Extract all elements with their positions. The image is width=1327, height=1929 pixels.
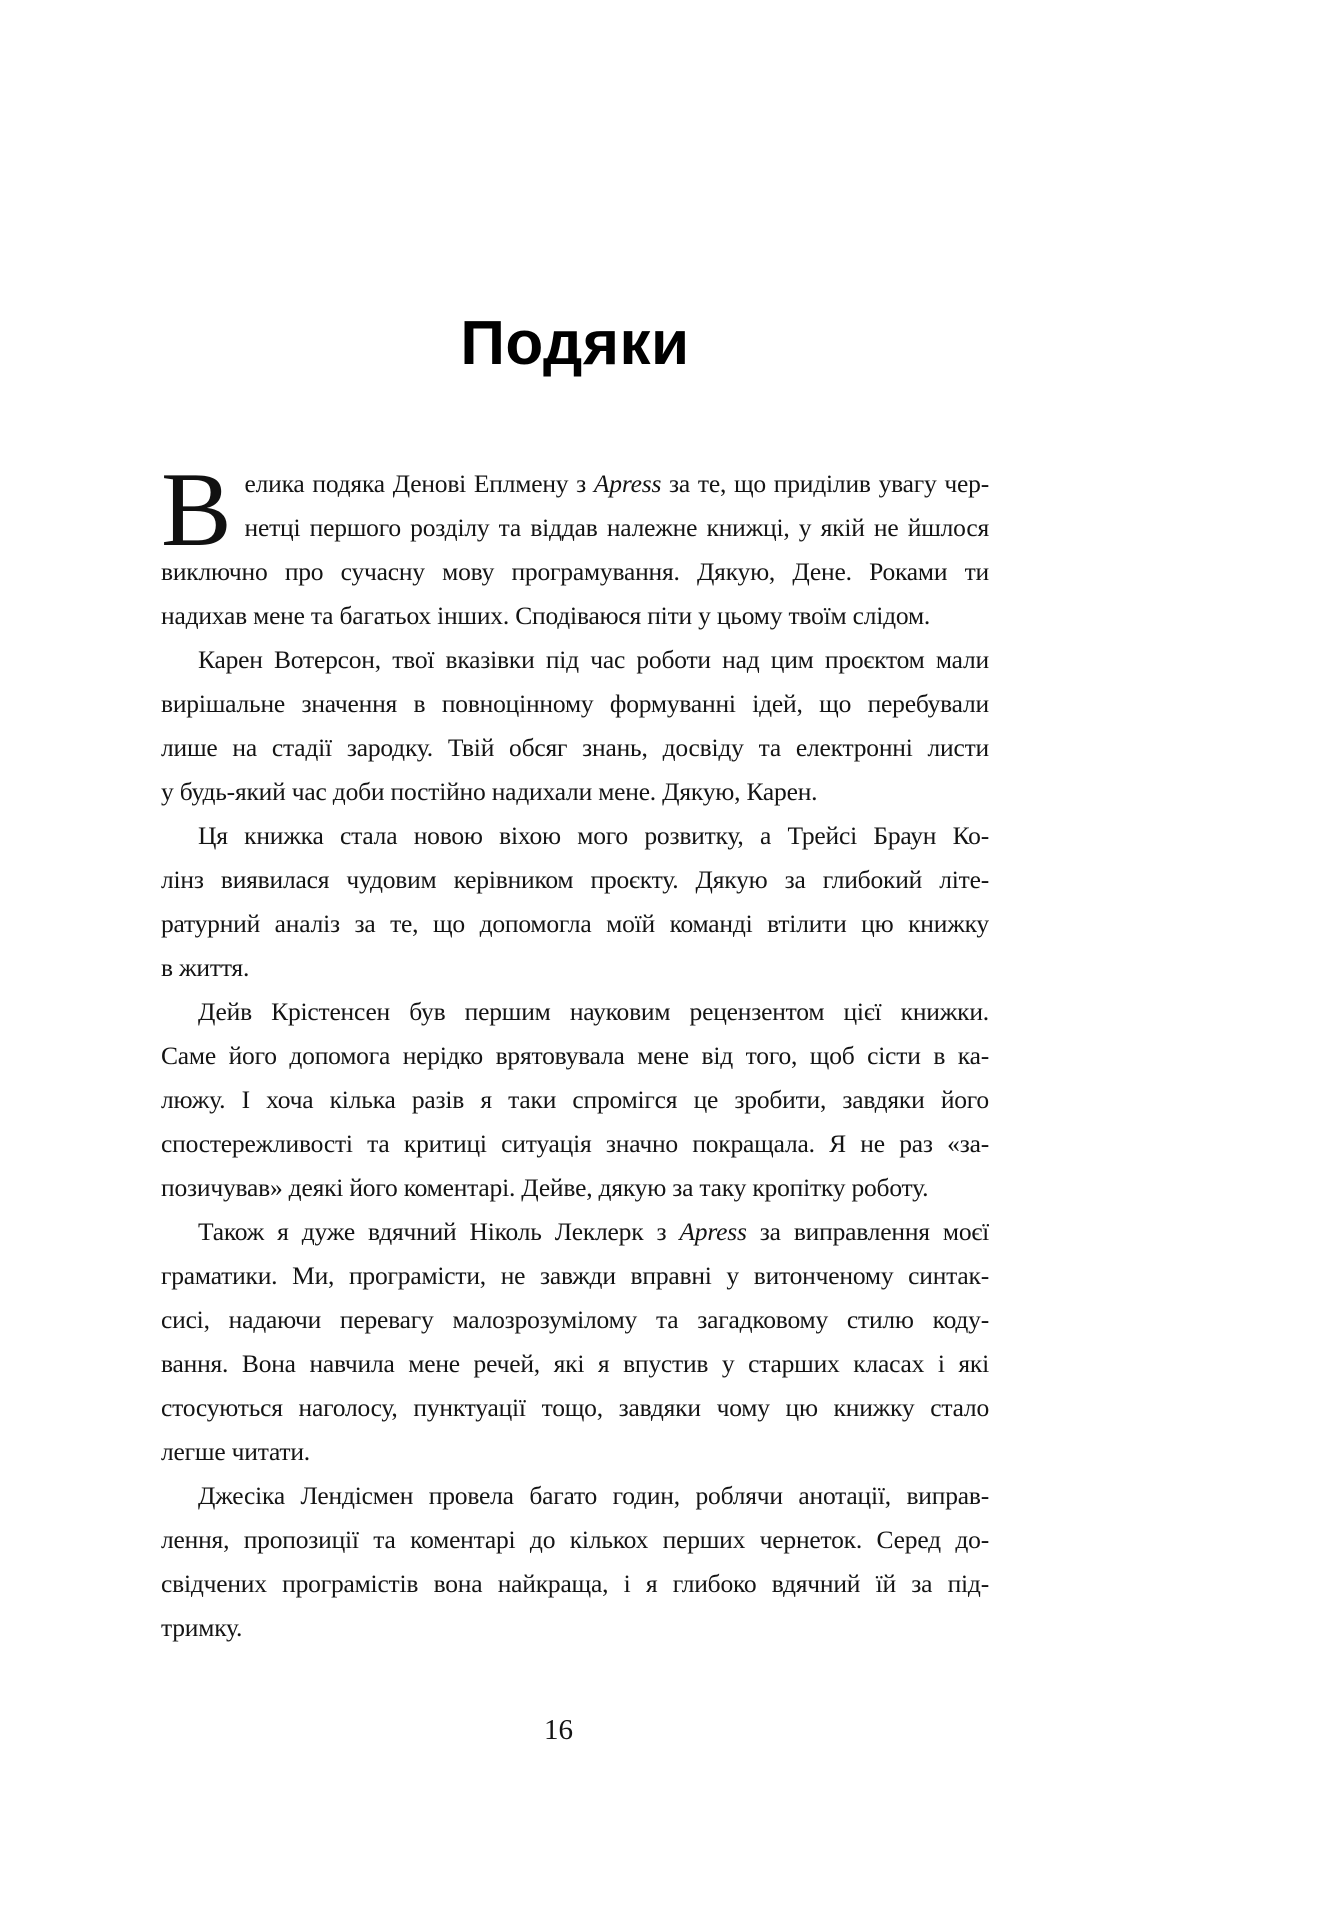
text-line: лише на стадії зародку. Твій обсяг знань, досвіду та електронні листи: [161, 733, 989, 762]
text-line: спостережливості та критиці ситуація значно покращала. Я не раз «за-: [161, 1129, 989, 1158]
paragraph: [161, 1474, 989, 1650]
text-line: Саме його допомога нерідко врятовувала мене від того, щоб сісти в ка-: [161, 1041, 989, 1070]
drop-cap: В: [161, 451, 232, 568]
text-line: сисі, надаючи перевагу малозрозумілому та загадковому стилю коду-: [161, 1305, 989, 1334]
page-title: Подяки: [460, 309, 690, 378]
text-line: лення, пропозиції та коментарі до кількох перших чернеток. Серед до-: [161, 1525, 989, 1554]
text-line: нетці першого розділу та віддав належне книжці, у якій не йшлося: [244, 513, 989, 542]
text-line: стосуються наголосу, пунктуації тощо, завдяки чому цю книжку стало: [161, 1393, 989, 1422]
text-line: легше читати.: [161, 1437, 310, 1466]
text-line: Джесіка Лендісмен провела багато годин, роблячи анотації, виправ-: [198, 1481, 989, 1510]
text-line: Дейв Крістенсен був першим науковим рецензентом цієї книжки.: [198, 997, 989, 1026]
text-line: Ця книжка стала новою віхою мого розвитку, а Трейсі Браун Ко-: [198, 821, 989, 850]
text-block: [161, 451, 989, 1650]
text-line: ратурний аналіз за те, що допомогла моїй команді втілити цю книжку: [161, 909, 989, 938]
text-line: тримку.: [161, 1613, 243, 1642]
paragraph: [161, 1210, 989, 1474]
text-line: Також я дуже вдячний Ніколь Леклерк з Apress за виправлення моєї: [198, 1217, 989, 1246]
paragraph: [161, 638, 989, 814]
text-line: вання. Вона навчила мене речей, які я впустив у старших класах і які: [161, 1349, 989, 1378]
text-line: елика подяка Денові Еплмену з Apress за те, що приділив увагу чер-: [244, 469, 989, 498]
text-line: виключно про сучасну мову програмування. Дякую, Дене. Роками ти: [161, 557, 989, 586]
text-line: граматики. Ми, програмісти, не завжди вправні у витонченому синтак-: [161, 1261, 989, 1290]
paragraph: [161, 990, 989, 1210]
text-line: надихав мене та багатьох інших. Сподіваюся піти у цьому твоїм слідом.: [161, 601, 931, 630]
page-number: 16: [544, 1714, 573, 1746]
text-line: Карен Вотерсон, твої вказівки під час роботи над цим проєктом мали: [198, 645, 989, 674]
text-line: свідчених програмістів вона найкраща, і я глибоко вдячний їй за під-: [161, 1569, 989, 1598]
text-line: у будь-який час доби постійно надихали мене. Дякую, Карен.: [161, 777, 818, 806]
text-line: позичував» деякі його коментарі. Дейве, дякую за таку кропітку роботу.: [161, 1173, 929, 1202]
text-line: в життя.: [161, 953, 250, 982]
paragraph: [161, 814, 989, 990]
text-line: вирішальне значення в повноцінному формуванні ідей, що перебували: [161, 689, 989, 718]
text-line: лінз виявилася чудовим керівником проєкту. Дякую за глибокий літе-: [161, 865, 989, 894]
text-line: люжу. І хоча кілька разів я таки спромігся це зробити, завдяки його: [161, 1085, 989, 1114]
paragraph: [161, 451, 989, 638]
